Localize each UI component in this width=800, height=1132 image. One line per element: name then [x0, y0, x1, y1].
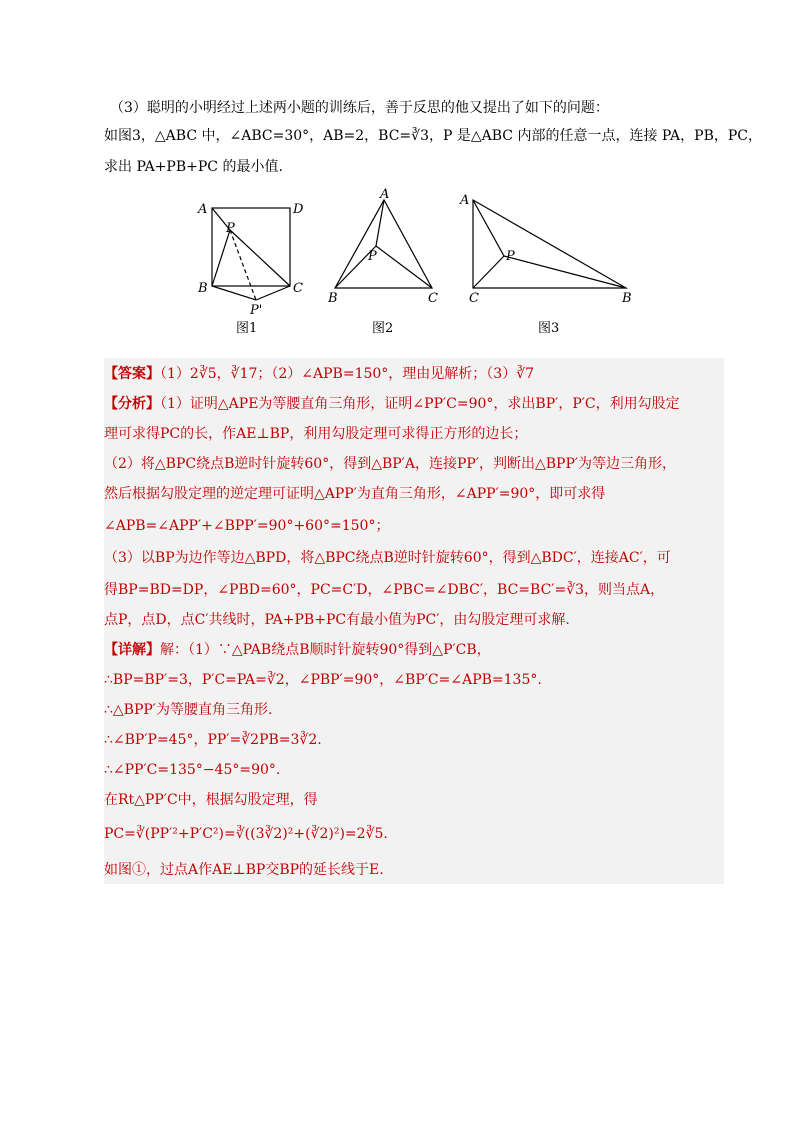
segment-bp-prime: [212, 286, 256, 300]
detail-text-1: 解：（1）∵△PAB绕点B顺时针旋转90°得到△P′CB，: [160, 642, 491, 658]
fig1-label-p-prime: P': [250, 303, 263, 318]
fig3-label-a: A: [460, 193, 470, 208]
segment-pc: [230, 230, 290, 286]
analysis-line-5: ∠APB=∠APP′+∠BPP′=90°+60°=150°；: [104, 518, 390, 534]
figure-2: [335, 200, 432, 288]
analysis-text-1: （1）证明△APE为等腰直角三角形，证明∠PP′C=90°，求出BP′，P′C，利用勾股定: [160, 396, 680, 412]
analysis-line-1: [104, 394, 680, 414]
segment-bp-3: [504, 256, 626, 288]
detail-line-5: ∴∠PP′C=135°−45°=90°.: [104, 762, 281, 778]
analysis-line-3: （2）将△BPC绕点B逆时针旋转60°，得到△BP′A，连接PP′，判断出△BPP′为等边三角形，: [104, 456, 677, 472]
geometry-figures: [190, 186, 650, 346]
triangle-abc-2: [335, 200, 432, 288]
question-line-2: 如图3，△ABC 中，∠ABC=30°，AB=2，BC=∛3，P 是△ABC 内部的任意一点，连接 PA，PB，PC，: [104, 128, 762, 144]
analysis-label: 【分析】: [104, 396, 160, 412]
segment-p-prime-c: [256, 286, 290, 300]
analysis-line-2: 理可求得PC的长，作AE⊥BP，利用勾股定理可求得正方形的边长；: [104, 426, 528, 442]
detail-line-4: ∴∠BP′P=45°，PP′=∛2PB=3∛2.: [104, 732, 322, 748]
fig3-label-b: B: [622, 291, 632, 306]
answer-label: 【答案】: [104, 366, 160, 382]
analysis-line-6: （3）以BP为边作等边△BPD，将△BPC绕点B逆时针旋转60°，得到△BDC′，连接AC′，可: [104, 550, 671, 566]
segment-pp-prime-dashed: [230, 230, 256, 300]
analysis-line-4: 然后根据勾股定理的逆定理可证明△APP′为直角三角形，∠APP′=90°，即可求得: [104, 486, 606, 502]
detail-line-8: 如图①，过点A作AE⊥BP交BP的延长线于E.: [104, 862, 384, 878]
figure-3: [473, 200, 626, 288]
analysis-line-7: 得BP=BD=DP，∠PBD=60°，PC=C′D，∠PBC=∠DBC′，BC=BC′=∛3，则当点A，: [104, 582, 665, 598]
detail-line-6: 在Rt△PP′C中，根据勾股定理，得: [104, 792, 318, 808]
fig1-label-b: B: [198, 281, 208, 296]
detail-line-7: PC=∛(PP′²+P′C²)=∛((3∛2)²+(∛2)²)=2∛5.: [104, 826, 388, 842]
fig1-label-a: A: [198, 202, 208, 217]
detail-line-2: ∴BP=BP′=3，P′C=PA=∛2，∠PBP′=90°，∠BP′C=∠APB=135°.: [104, 672, 542, 688]
solution-panel: [104, 358, 724, 884]
detail-label: 【详解】: [104, 642, 160, 658]
fig1-label-d: D: [293, 202, 304, 217]
fig1-label-c: C: [293, 281, 303, 296]
question-line-1: （3）聪明的小明经过上述两小题的训练后，善于反思的他又提出了如下的问题：: [110, 100, 609, 116]
fig2-caption: 图2: [372, 321, 394, 336]
figure-1: [212, 208, 290, 300]
analysis-line-8: 点P，点D，点C′共线时，PA+PB+PC有最小值为PC′，由勾股定理可求解.: [104, 612, 570, 628]
fig1-label-p: P: [226, 221, 235, 236]
segment-cp-3: [473, 256, 504, 288]
question-line-3: 求出 PA+PB+PC 的最小值.: [104, 159, 283, 175]
answer-text: （1）2∛5，∛17；（2）∠APB=150°，理由见解析；（3）∛7: [160, 366, 535, 382]
fig3-label-c: C: [469, 291, 479, 306]
fig2-label-p: P: [368, 249, 377, 264]
fig2-label-c: C: [428, 291, 438, 306]
triangle-abc-3: [473, 200, 626, 288]
answer-line: [104, 364, 534, 384]
fig3-label-p: P: [506, 249, 515, 264]
fig1-caption: 图1: [236, 321, 258, 336]
segment-cp-2: [376, 246, 432, 288]
fig3-caption: 图3: [538, 321, 560, 336]
detail-line-1: [104, 640, 491, 660]
fig2-label-b: B: [328, 291, 338, 306]
segment-bp: [212, 230, 230, 286]
fig2-label-a: A: [380, 187, 390, 202]
detail-line-3: ∴△BPP′为等腰直角三角形.: [104, 702, 273, 718]
